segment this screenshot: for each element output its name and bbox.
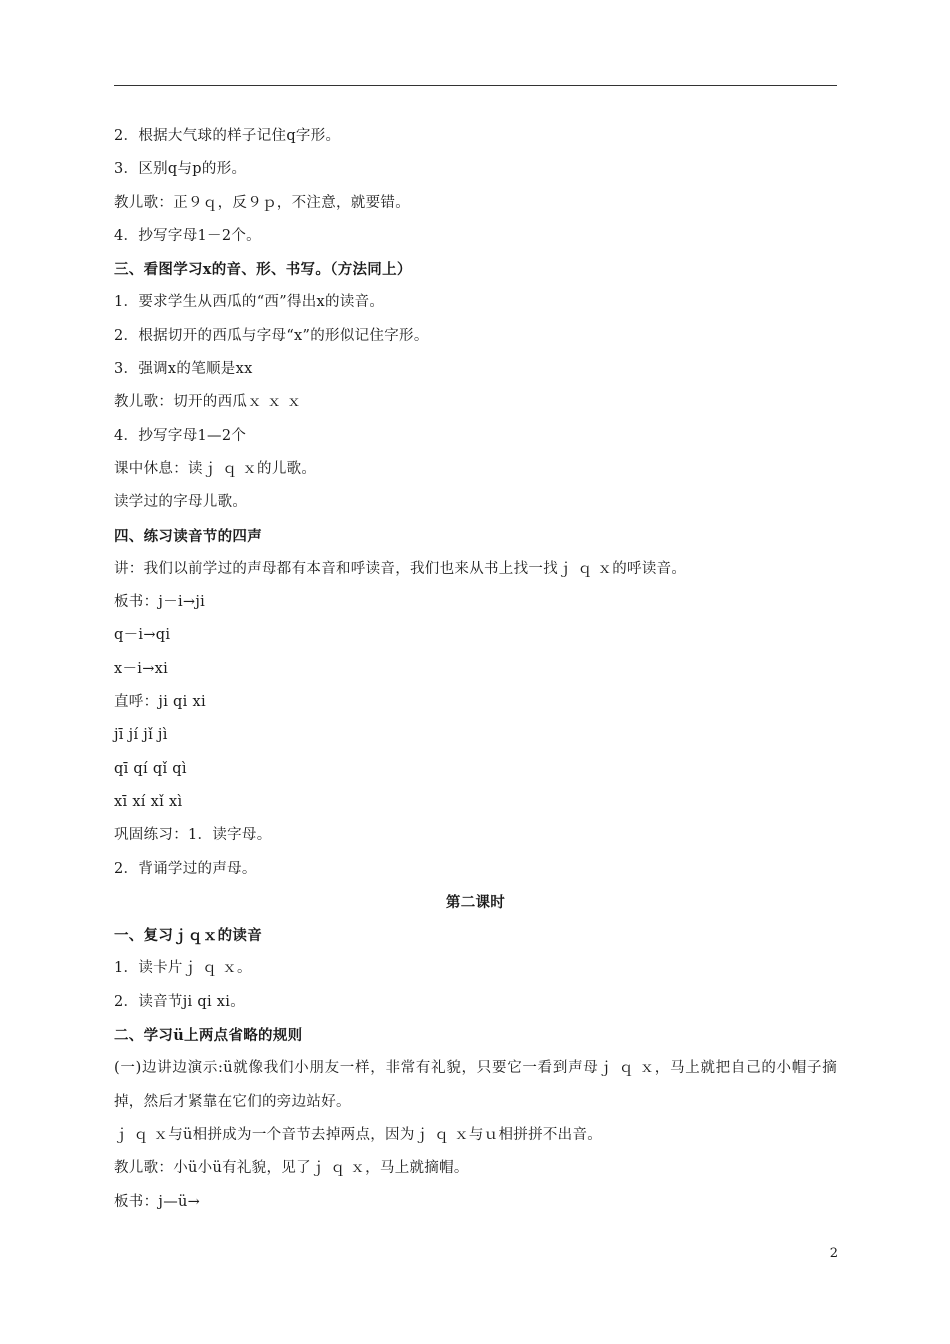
- text-line: 读学过的字母儿歌。: [114, 494, 248, 511]
- text-line: 4．抄写字母1－2个。: [114, 227, 261, 244]
- text-line: 3．区别q与p的形。: [114, 161, 247, 178]
- text-line: qī qí qǐ qì: [114, 760, 187, 777]
- text-line: ｊ ｑ ｘ与ü相拼成为一个音节去掉两点，因为ｊ ｑ ｘ与ｕ相拼拼不出音。: [114, 1126, 603, 1143]
- section-heading: 四、练习读音节的四声: [114, 527, 262, 545]
- text-line: 4．抄写字母1—2个: [114, 427, 247, 444]
- text-line: x－i→xi: [114, 660, 169, 677]
- text-line: 2．背诵学过的声母。: [114, 860, 257, 877]
- section-heading: 一、复习ｊｑｘ的读音: [114, 927, 262, 945]
- text-line: 教儿歌：正９ｑ，反９ｐ，不注意，就要错。: [114, 194, 410, 211]
- text-line: 教儿歌：切开的西瓜ｘ ｘ ｘ: [114, 394, 302, 411]
- text-line: 1．要求学生从西瓜的“西”得出x的读音。: [114, 294, 385, 311]
- text-line: 1．读卡片ｊ ｑ ｘ。: [114, 960, 252, 977]
- text-line: xī xí xǐ xì: [114, 793, 183, 810]
- section-heading: 三、看图学习x的音、形、书写。（方法同上）: [114, 261, 412, 279]
- text-line: 2．根据切开的西瓜与字母“x”的形似记住字形。: [114, 327, 429, 344]
- page-number: 2: [829, 1246, 838, 1261]
- paragraph: (一)边讲边演示:ü就像我们小朋友一样，非常有礼貌，只要它一看到声母ｊ ｑ ｘ，马上就把自己的小帽子摘掉，然后才紧靠在它们的旁边站好。: [114, 1060, 837, 1110]
- section-heading: 二、学习ü上两点省略的规则: [114, 1027, 303, 1045]
- text-line: 直呼：ji qi xi: [114, 694, 206, 711]
- text-line: 讲：我们以前学过的声母都有本音和呼读音，我们也来从书上找一找ｊ ｑ ｘ的呼读音。: [114, 560, 687, 577]
- document-body: [114, 120, 837, 1219]
- lesson-title: 第二课时: [445, 893, 506, 911]
- text-line: 板书：j－i→ji: [114, 594, 206, 611]
- text-line: 2．根据大气球的样子记住q字形。: [114, 128, 341, 144]
- text-line: 课中休息：读ｊ ｑ ｘ的儿歌。: [114, 460, 317, 477]
- text-line: 3．强调x的笔顺是xx: [114, 361, 253, 378]
- text-line: 巩固练习：1．读字母。: [114, 827, 272, 844]
- text-line: 2．读音节ji qi xi。: [114, 993, 246, 1010]
- text-line: jī jí jǐ jì: [114, 727, 168, 744]
- text-line: q－i→qi: [114, 627, 171, 644]
- text-line: 教儿歌：小ü小ü有礼貌，见了ｊ ｑ ｘ，马上就摘帽。: [114, 1160, 469, 1177]
- header-rule: [114, 85, 837, 86]
- text-line: 板书：j—ü→: [114, 1193, 201, 1210]
